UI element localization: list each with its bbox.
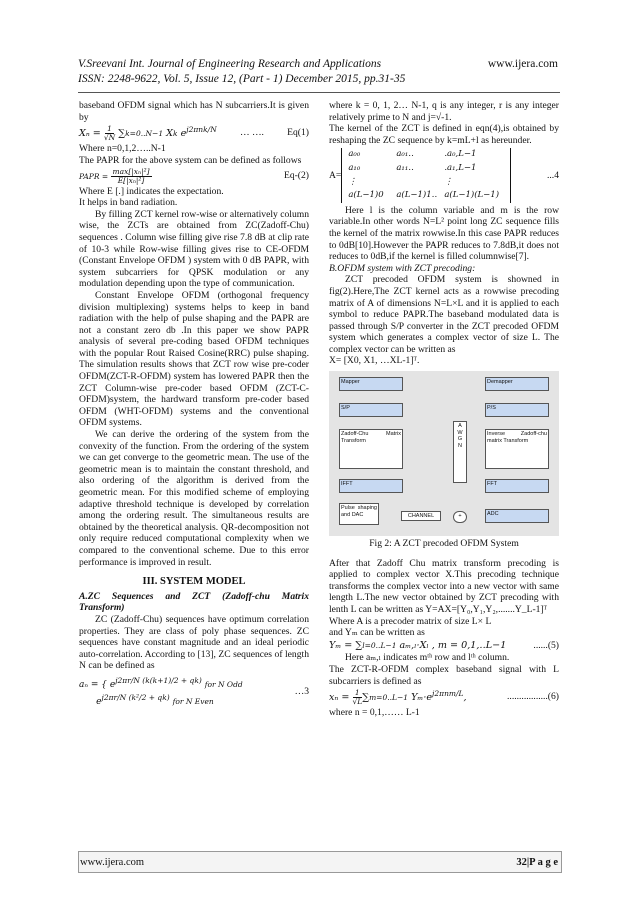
where-n: Where n=0,1,2…..N-1	[79, 143, 166, 155]
equation-1: Xₙ = $\frac{1}{√N}$ ∑k=0..N−1 Xk $e^{j2\pi nk/N}$ … …. Eq(1)	[79, 124, 309, 143]
eq5-label: ......(5)	[533, 639, 559, 651]
subsection-a: A.ZC Sequences and ZCT (Zadoff-chu Matrix Transform)	[79, 590, 309, 614]
precoder-size: Where A is a precoder matrix of size L× L	[329, 615, 492, 627]
subsection-b: B.OFDM system with ZCT precoding:	[329, 262, 476, 274]
right-paragraph-3: Here l is the column variable and m is the row variable.In other words N=L² point long ZC sequence fills the kernel of the matrix rowwise.In this case PAPR reduces to 0dB[10].However the PAPR reduces to 7.8dB,it does not reduces to 0dB,if the kernel is filled columnwise[7].	[329, 204, 559, 263]
zct-r-ofdm-signal: The ZCT-R-OFDM complex baseband signal with L subcarriers is defined as	[329, 664, 559, 687]
equation-2: PAPR = $\frac{\text{max[|xₙ|²]}}{\text{E[|xₙ|²]}}$ Eq-(2)	[79, 166, 309, 185]
page-footer	[80, 857, 558, 868]
right-paragraph-1: where k = 0, 1, 2… N-1, q is any integer, r is any integer relatively prime to N and j=√-1.	[329, 100, 559, 123]
zc-transform-block: Zadoff-Chu Matrix Transform	[339, 429, 403, 469]
header-rule	[78, 92, 560, 93]
eq4-label: ...4	[547, 169, 559, 181]
adc-block: ADC	[485, 509, 549, 523]
eq6-label: .................(6)	[507, 691, 559, 703]
left-column	[79, 100, 309, 709]
journal-title: V.Sreevani Int. Journal of Engineering Research and Applications	[78, 58, 382, 70]
issn-line: ISSN: 2248-9622, Vol. 5, Issue 12, (Part - 1) December 2015, pp.31-35	[78, 73, 406, 85]
where-expectation: Where E [.] indicates the expectation.	[79, 185, 224, 197]
left-paragraph-2: By filling ZCT kernel row-wise or alternatively column wise, the ZCTs are obtained from ZC(Zadoff-Chu) sequences . Column wise filling give rise 7.8 dB at clip rate of 10-3 while Row-wise filling gives rise to CE-OFDM (Constant Envelope OFDM ) system with 0 dB PAPR, with system subcarriers for QPSK modulation or any modulation depending upon the type of communication.	[79, 208, 309, 290]
sp-block: S/P	[339, 403, 403, 417]
channel-block: CHANNEL	[401, 511, 441, 521]
figure-caption: Fig 2: A ZCT precoded OFDM System	[369, 538, 519, 550]
ifft-block: IFFT	[339, 479, 403, 493]
left-paragraph-4: We can derive the ordering of the system from the convexity of the function. From the ordering of the system we can get converge to the geometric mean. The use of the geometric mean is to maintain the constant threshold, and also ordering of the algorithm is derived from the geometric mean. For this modified scheme of employing adaptive threshold technique is developed by correlation among the ordering result. The simultaneous results are obtained by the theoretical analysis. QR-decomposition not only require reduced computational complexity when we compared to the conventional scheme. Due to this error performance is improved in result.	[79, 429, 309, 568]
eq3-label: …3	[294, 685, 309, 697]
right-paragraph-4: ZCT precoded OFDM system is showned in fig(2).Here,The ZCT kernel acts as a rowwise precoding matrix of A of dimensions N=L×L and it is applied to each symbol to reduce PAPR.The baseband modulated data is passed through S/P converter in the ZCT precoded OFDM system which generates a complex vector of size L. The complex vector can be written as	[329, 274, 559, 355]
right-column	[329, 100, 559, 719]
right-paragraph-5: After that Zadoff Chu matrix transform precoding is applied to complex vector X.This precoding technique transforms the complex vector into a new vector with same length L.The new vector obtained by ZCT precoding with lenth L can be written as Y=AX=[Y₀,Y₁,Y₂,.......Y_L-1]ᵀ	[329, 557, 559, 616]
complex-vector: X= [X0, X1, …XL-1]ᵀ.	[329, 355, 420, 367]
equation-3: aₙ = { $e^{j2\pi r/N (k(k+1)/2 + qk)}$ for N Odd $e^{j2\pi r/N (k^2/2 + qk)}$ for N Even …3	[79, 675, 309, 707]
pulse-shaping-block: Pulse shaping and DAC	[339, 503, 379, 525]
fft-block: FFT	[485, 479, 549, 493]
equation-6: xₙ = $\frac{1}{√L}$ ∑m=0..L−1 $Y_m\cdot e^{j2\pi nm/L}$, .................(6)	[329, 688, 559, 707]
awgn-block: A W G N	[453, 421, 467, 483]
section-heading: III. SYSTEM MODEL	[142, 576, 246, 588]
ym-intro: and Yₘ can be written as	[329, 627, 425, 639]
eq1-label: Eq(1)	[287, 127, 309, 139]
footer-url[interactable]: www.ijera.com	[80, 857, 145, 868]
inverse-zc-block: Inverse Zadoff-chu matrix Transform	[485, 429, 549, 469]
equation-5: Yₘ = ∑l=0..L−1 aₘ,ₗ·Xₗ , m = 0,1,‥L−1 ......(5)	[329, 639, 559, 651]
left-paragraph-3: Constant Envelope OFDM (orthogonal frequency division multiplexing) systems helps to keep in band radiation with the help of pulse shaping and the PAPR are not a constant zero db .In this paper we show PAPR analysis of several pre-coding based OFDM techniques with the popular Rout Raised Cosine(RRC) pulse shaping. The simulation results shows that ZCT row wise pre-coder OFDM(ZCT-R-OFDM) system has lowered PAPR then the ZCT Column-wise pre-coder based OFDM (ZCT-C-OFDM)system, the hardward transform pre-coder based OFDM (WHT-OFDM) systems and the conventional OFDM systems.	[79, 289, 309, 429]
ps-block: P/S	[485, 403, 549, 417]
papr-definition: The PAPR for the above system can be defined as follows	[79, 154, 302, 166]
index-note: Here aₘ,ₗ indicates mᵗʰ row and lᵗʰ column.	[345, 652, 510, 664]
page-header	[78, 57, 558, 87]
eq2-label: Eq-(2)	[283, 170, 309, 182]
header-url[interactable]: www.ijera.com	[487, 58, 558, 70]
system-block-diagram	[329, 371, 559, 536]
demapper-block: Demapper	[485, 377, 549, 391]
left-paragraph-1: baseband OFDM signal which has N subcarriers.It is given by	[79, 100, 309, 123]
left-paragraph-5: ZC (Zadoff-Chu) sequences have optimum correlation properties. They are class of poly phase sequences. ZC sequences have constant magnitude and an ideal periodic auto-correlation. According to [13], ZC sequences of length N can be defined as	[79, 613, 309, 672]
band-radiation: It helps in band radiation.	[79, 197, 178, 209]
right-paragraph-2: The kernel of the ZCT is defined in eqn(4),is obtained by reshaping the ZC sequence by k=mL+l as hereunder.	[329, 123, 559, 146]
adder-icon: +	[453, 511, 467, 523]
zct-kernel-matrix: A= a₀₀ a₀₁‥ .a₀,L−1 a₁₀ a₁₁‥ .a₁,L−1 ⋮ ⋮ a(L−1)0 a(L−1)1‥ a(L−1)(L−1) ...4	[329, 148, 559, 202]
mapper-block: Mapper	[339, 377, 403, 391]
where-n-range: where n = 0,1,…… L-1	[329, 707, 420, 719]
page-number: 32|P a g e	[516, 857, 558, 868]
